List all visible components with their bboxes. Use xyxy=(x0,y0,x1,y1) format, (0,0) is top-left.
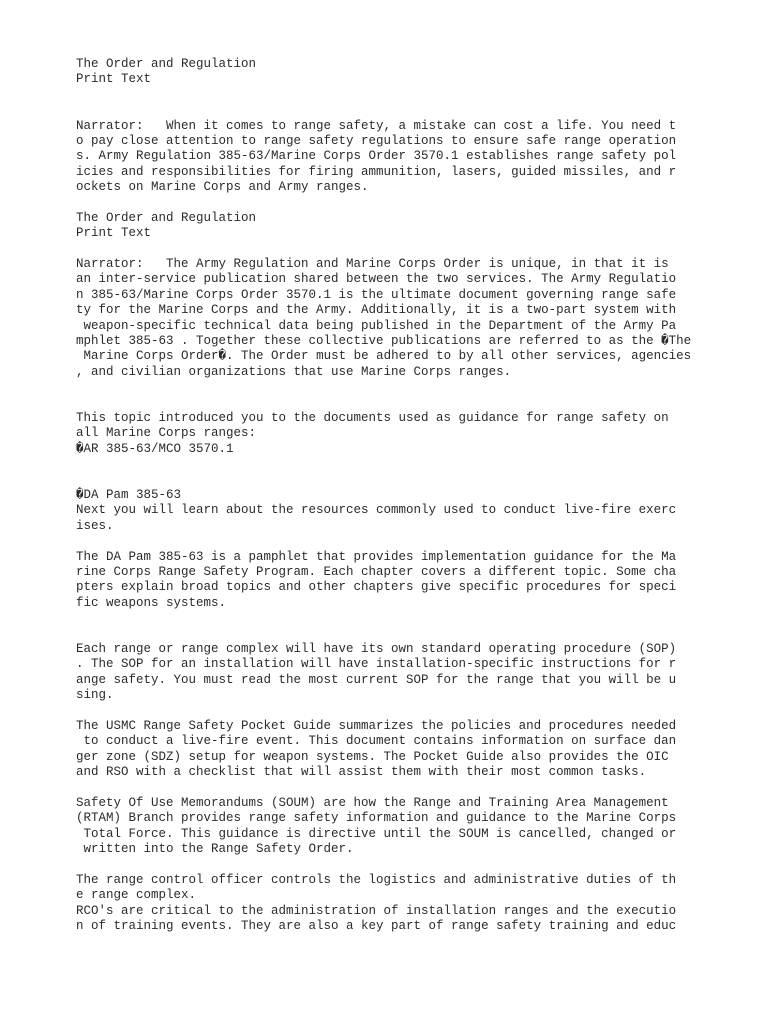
text-line: ty for the Marine Corps and the Army. Additionally, it is a two-part system with xyxy=(76,303,677,318)
heading-1 xyxy=(76,57,696,88)
text-line: Print Text xyxy=(76,226,152,241)
da-pam-paragraph xyxy=(76,550,696,612)
text-line: icies and responsibilities for firing ammunition, lasers, guided missiles, and r xyxy=(76,164,677,179)
text-line: ange safety. You must read the most current SOP for the range that you will be u xyxy=(76,672,677,687)
text-line: RCO's are critical to the administration of installation ranges and the executio xyxy=(76,903,677,918)
da-pam-item xyxy=(76,488,696,534)
text-line: This topic introduced you to the documents used as guidance for range safety on xyxy=(76,411,669,426)
text-line: ger zone (SDZ) setup for weapon systems. The Pocket Guide also provides the OIC xyxy=(76,749,669,764)
rco-paragraph xyxy=(76,873,696,935)
text-line: The Order and Regulation xyxy=(76,57,257,71)
pocket-guide-paragraph xyxy=(76,719,696,781)
text-line: Total Force. This guidance is directive until the SOUM is cancelled, changed or xyxy=(76,826,677,841)
text-line: �DA Pam 385-63 xyxy=(76,487,182,502)
text-line: Each range or range complex will have its own standard operating procedure (SOP) xyxy=(76,641,677,656)
text-line: weapon-specific technical data being published in the Department of the Army Pa xyxy=(76,318,677,333)
text-line: rine Corps Range Safety Program. Each chapter covers a different topic. Some cha xyxy=(76,564,677,579)
text-line: o pay close attention to range safety regulations to ensure safe range operation xyxy=(76,133,677,148)
text-line: Narrator: The Army Regulation and Marine Corps Order is unique, in that it is xyxy=(76,257,669,272)
soum-paragraph xyxy=(76,796,696,858)
narrator-paragraph-2 xyxy=(76,257,696,380)
text-line: written into the Range Safety Order. xyxy=(76,841,354,856)
text-line: Print Text xyxy=(76,72,152,87)
text-line: The Order and Regulation xyxy=(76,210,257,225)
text-line: n of training events. They are also a key part of range safety training and educ xyxy=(76,918,677,933)
text-line: and RSO with a checklist that will assist them with their most common tasks. xyxy=(76,765,647,780)
text-line: The range control officer controls the logistics and administrative duties of th xyxy=(76,872,677,887)
text-line: an inter-service publication shared between the two services. The Army Regulatio xyxy=(76,272,677,287)
text-line: (RTAM) Branch provides range safety information and guidance to the Marine Corps xyxy=(76,811,677,826)
text-line: Narrator: When it comes to range safety, a mistake can cost a life. You need t xyxy=(76,118,677,133)
text-line: The DA Pam 385-63 is a pamphlet that provides implementation guidance for the Ma xyxy=(76,549,677,564)
text-line: n 385-63/Marine Corps Order 3570.1 is the ultimate document governing range safe xyxy=(76,287,677,302)
text-line: The USMC Range Safety Pocket Guide summarizes the policies and procedures needed xyxy=(76,718,677,733)
document-page xyxy=(76,57,696,934)
text-line: Marine Corps Order�. The Order must be adhered to by all other services, agencies xyxy=(76,349,692,364)
text-line: pters explain broad topics and other chapters give specific procedures for speci xyxy=(76,580,677,595)
text-line: Next you will learn about the resources commonly used to conduct live-fire exerc xyxy=(76,503,677,518)
text-line: to conduct a live-fire event. This document contains information on surface dan xyxy=(76,734,677,749)
text-line: e range complex. xyxy=(76,888,197,903)
text-line: . The SOP for an installation will have installation-specific instructions for r xyxy=(76,657,677,672)
topic-intro xyxy=(76,411,696,457)
text-line: fic weapons systems. xyxy=(76,595,227,610)
text-line: sing. xyxy=(76,688,114,703)
text-line: all Marine Corps ranges: xyxy=(76,426,257,441)
text-line: Safety Of Use Memorandums (SOUM) are how the Range and Training Area Management xyxy=(76,795,669,810)
text-line: ockets on Marine Corps and Army ranges. xyxy=(76,180,369,195)
text-line: , and civilian organizations that use Marine Corps ranges. xyxy=(76,364,512,379)
heading-2 xyxy=(76,211,696,242)
text-line: ises. xyxy=(76,518,114,533)
text-line: �AR 385-63/MCO 3570.1 xyxy=(76,441,234,456)
sop-paragraph xyxy=(76,642,696,704)
text-line: mphlet 385-63 . Together these collective publications are referred to as the �The xyxy=(76,334,692,349)
text-line: s. Army Regulation 385-63/Marine Corps Order 3570.1 establishes range safety pol xyxy=(76,149,677,164)
narrator-paragraph-1 xyxy=(76,119,696,196)
